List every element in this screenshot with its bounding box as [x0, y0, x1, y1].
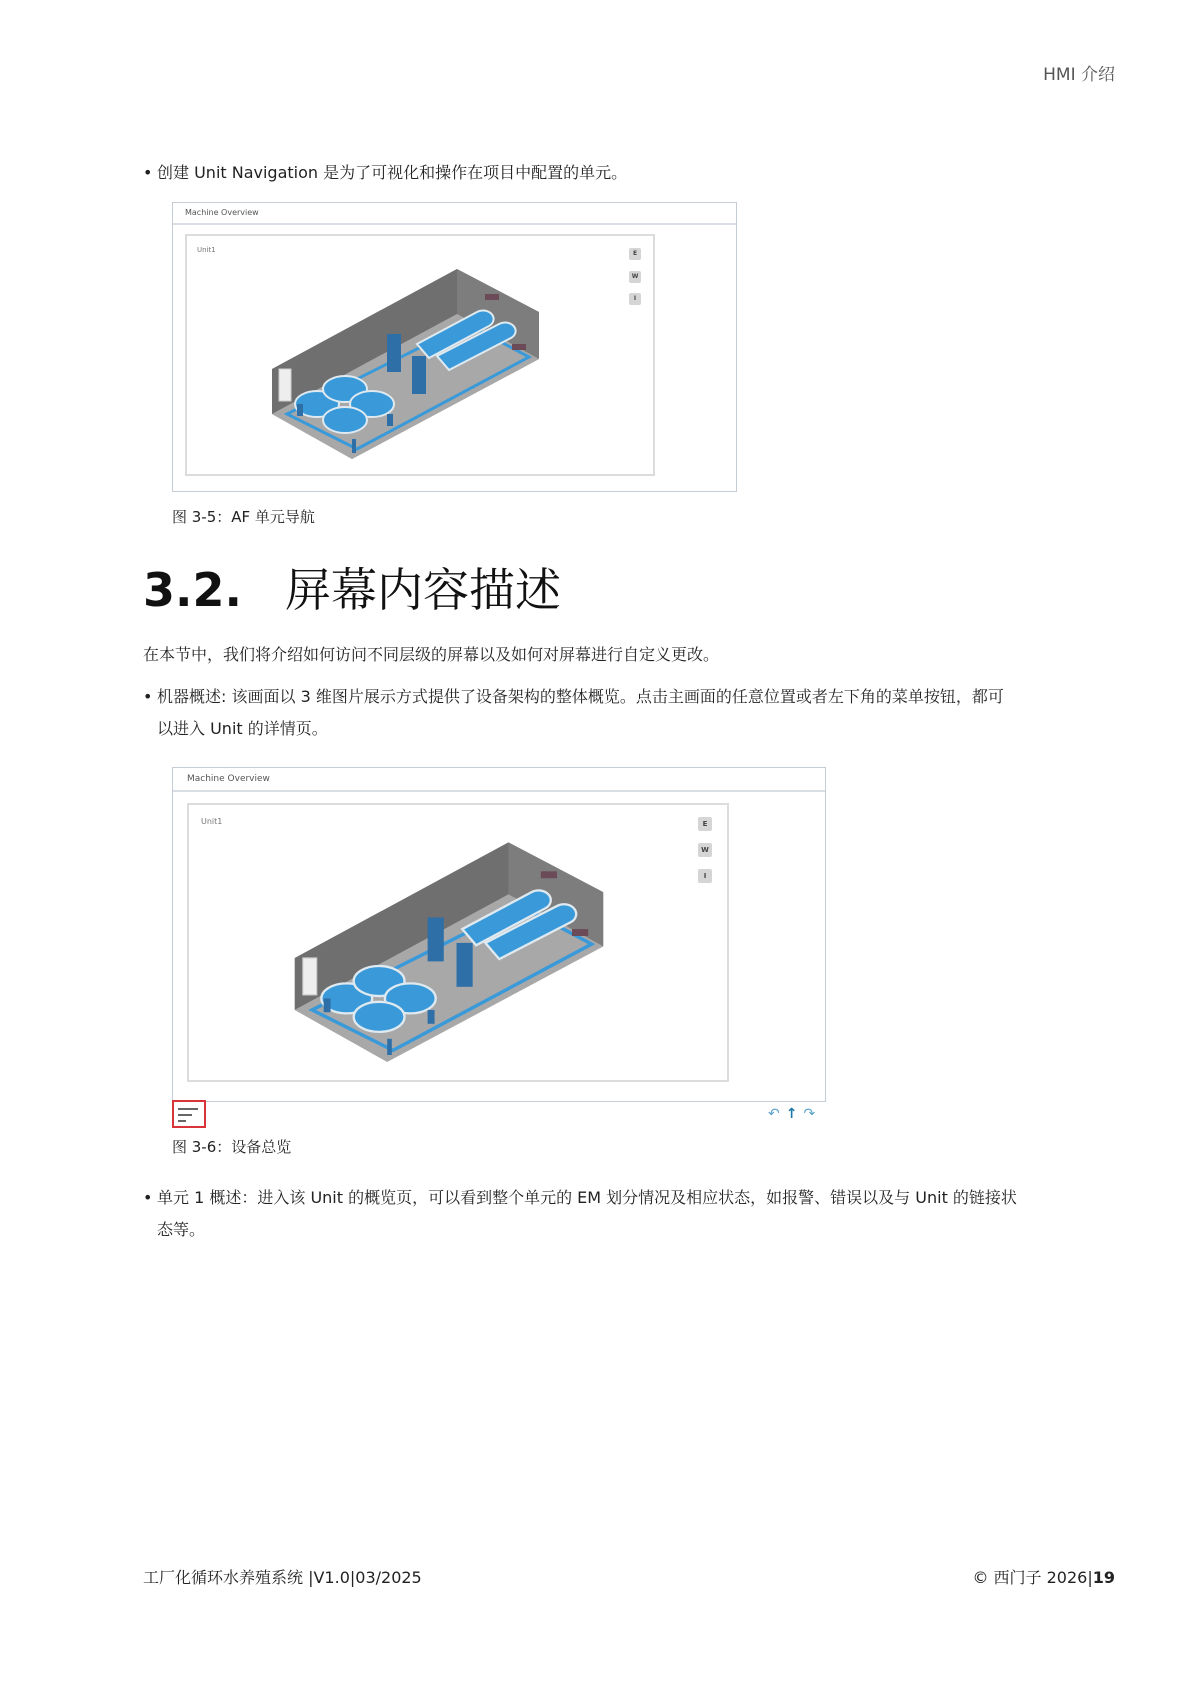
figure-machine-overview-2	[172, 767, 826, 1102]
bullet-unit-navigation: • 创建 Unit Navigation 是为了可视化和操作在项目中配置的单元。	[143, 163, 628, 182]
info-button[interactable]: I	[698, 869, 712, 883]
copyright-text: © 西门子 2026|	[972, 1568, 1093, 1587]
running-header: HMI 介绍	[1043, 65, 1115, 85]
unit-canvas[interactable]	[187, 803, 729, 1082]
menu-icon-line	[178, 1114, 192, 1116]
plant-3d-illustration[interactable]	[289, 825, 624, 1062]
figure-machine-overview-1	[172, 202, 737, 492]
unit-label: Unit1	[197, 246, 216, 254]
page-number: 19	[1092, 1568, 1115, 1587]
back-icon[interactable]: ↶	[768, 1106, 786, 1122]
info-button[interactable]: I	[629, 293, 641, 305]
section-number: 3.2.	[143, 563, 242, 617]
forward-icon[interactable]: ↷	[803, 1106, 822, 1122]
footer-document-info: 工厂化循环水养殖系统 |V1.0|03/2025	[143, 1568, 422, 1587]
bullet-unit-overview: • 单元 1 概述：进入该 Unit 的概览页，可以看到整个单元的 EM 划分情况及相应状态，如报警、错误以及与 Unit 的链接状 态等。	[143, 1188, 1017, 1239]
plant-3d-illustration[interactable]	[267, 254, 557, 459]
figure-title-bar: Machine Overview	[173, 768, 825, 792]
menu-button[interactable]	[172, 1100, 206, 1128]
bullet-text: 创建 Unit Navigation 是为了可视化和操作在项目中配置的单元。	[157, 163, 628, 182]
bullet-text: 机器概述: 该画面以 3 维图片展示方式提供了设备架构的整体概览。点击主画面的任意位置或者左下角的菜单按钮，都可	[157, 687, 1004, 706]
intro-paragraph: 在本节中，我们将介绍如何访问不同层级的屏幕以及如何对屏幕进行自定义更改。	[143, 645, 720, 664]
bullet-text: 单元 1 概述：进入该 Unit 的概览页，可以看到整个单元的 EM 划分情况及相应状态，如报警、错误以及与 Unit 的链接状	[157, 1188, 1017, 1207]
bullet-machine-overview: • 机器概述: 该画面以 3 维图片展示方式提供了设备架构的整体概览。点击主画面的任意位置或者左下角的菜单按钮，都可 以进入 Unit 的详情页。	[143, 687, 1004, 738]
section-heading	[143, 560, 561, 620]
warning-button[interactable]: W	[698, 843, 712, 857]
figure-caption-1: 图 3-5：AF 单元导航	[172, 508, 315, 526]
up-icon[interactable]: ↑	[785, 1106, 804, 1122]
unit-canvas[interactable]	[185, 234, 655, 476]
error-button[interactable]: E	[629, 248, 641, 260]
warning-button[interactable]: W	[629, 271, 641, 283]
error-button[interactable]: E	[698, 817, 712, 831]
bullet-text: 态等。	[157, 1220, 206, 1239]
bullet-text: 以进入 Unit 的详情页。	[157, 719, 328, 738]
footer-copyright	[972, 1565, 1115, 1588]
unit-label: Unit1	[201, 817, 223, 826]
section-title: 屏幕内容描述	[285, 563, 561, 617]
figure-caption-2: 图 3-6：设备总览	[172, 1138, 292, 1156]
menu-icon	[178, 1108, 198, 1110]
menu-icon-line	[178, 1120, 186, 1122]
navigation-arrows	[768, 1106, 821, 1122]
figure-title-bar: Machine Overview	[173, 203, 736, 225]
